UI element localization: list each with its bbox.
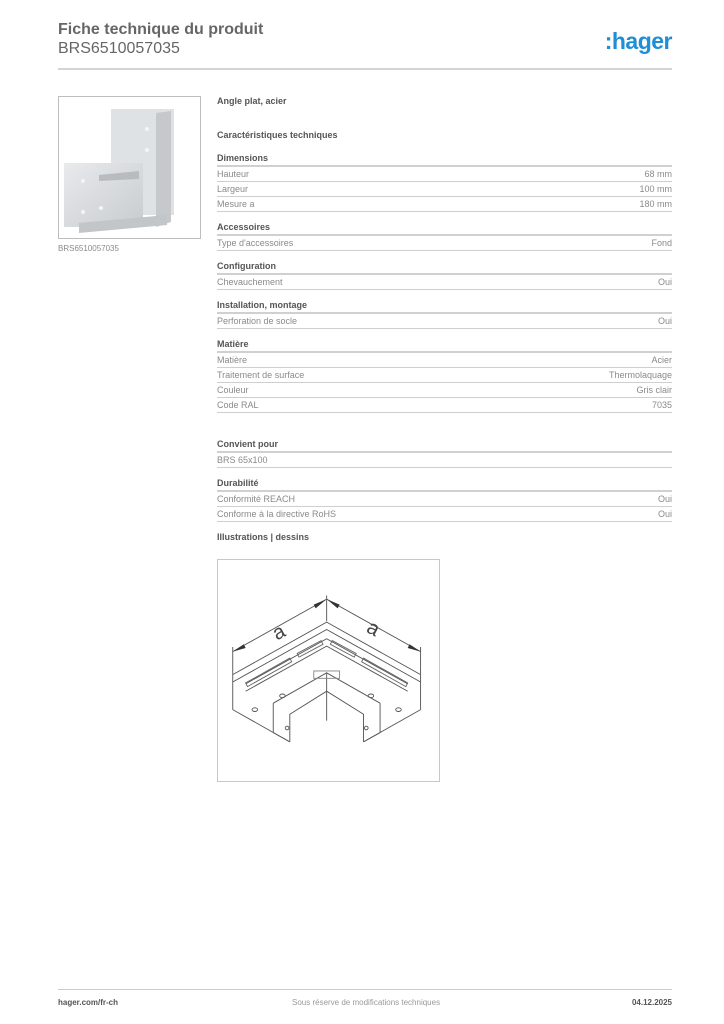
product-photo [58, 96, 201, 239]
document-date: 04.12.2025 [631, 998, 672, 1007]
spec-label: Perforation de socle [217, 316, 298, 326]
group-durabilite [217, 477, 672, 522]
dimension-label-a-right: a [362, 616, 384, 642]
spec-row [217, 167, 672, 182]
group-title: Convient pour [217, 438, 672, 453]
product-photo-image [59, 97, 200, 238]
spec-value: 7035 [651, 400, 672, 410]
group-title: Dimensions [217, 152, 672, 167]
spec-row [217, 236, 672, 251]
group-title: Accessoires [217, 221, 672, 236]
spec-label: Conformité REACH [217, 494, 296, 504]
page-header [58, 20, 672, 70]
spec-row [217, 353, 672, 368]
hager-logo: :hager [604, 28, 672, 54]
specs-title: Caractéristiques techniques [217, 130, 338, 140]
spec-row [217, 368, 672, 383]
spec-label: Matière [217, 355, 248, 365]
spec-label: Couleur [217, 385, 249, 395]
group-convient [217, 438, 672, 468]
group-installation [217, 299, 672, 329]
spec-label: Chevauchement [217, 277, 283, 287]
disclaimer: Sous réserve de modifications techniques [292, 998, 441, 1007]
dimension-label-a-left: a [268, 620, 290, 645]
spec-label: Mesure a [217, 199, 255, 209]
spec-label: Hauteur [217, 169, 250, 179]
angle-drawing-image [218, 560, 439, 781]
spec-row [217, 275, 672, 290]
header-divider [58, 68, 672, 70]
spec-row [217, 197, 672, 212]
spec-value: Thermolaquage [608, 370, 672, 380]
group-configuration [217, 260, 672, 290]
spec-value: Fond [651, 238, 672, 248]
group-title: Matière [217, 338, 672, 353]
spec-row [217, 453, 672, 468]
spec-label: Largeur [217, 184, 249, 194]
footer-divider [58, 989, 672, 990]
spec-row [217, 182, 672, 197]
product-reference: BRS6510057035 [58, 40, 180, 57]
spec-label: Type d'accessoires [217, 238, 294, 248]
group-dimensions [217, 152, 672, 212]
spec-label: Conforme à la directive RoHS [217, 509, 337, 519]
spec-value: 68 mm [644, 169, 672, 179]
spec-row [217, 383, 672, 398]
spec-row [217, 398, 672, 413]
spec-row [217, 507, 672, 522]
group-matiere [217, 338, 672, 413]
group-title: Configuration [217, 260, 672, 275]
website-link[interactable]: hager.com/fr-ch [58, 998, 119, 1007]
spec-value: Gris clair [636, 385, 672, 395]
spec-value: Acier [651, 355, 672, 365]
illustrations-title: Illustrations | dessins [217, 532, 310, 542]
spec-label: Code RAL [217, 400, 259, 410]
page-title: Fiche technique du produit [58, 21, 264, 38]
photo-caption: BRS6510057035 [58, 244, 119, 253]
spec-label: BRS 65x100 [217, 455, 268, 465]
spec-row [217, 492, 672, 507]
spec-row [217, 314, 672, 329]
spec-value: 180 mm [639, 199, 672, 209]
spec-value: Oui [657, 316, 672, 326]
technical-drawing [217, 559, 440, 782]
group-title: Durabilité [217, 477, 672, 492]
product-name: Angle plat, acier [217, 96, 287, 106]
spec-value: Oui [657, 494, 672, 504]
spec-label: Traitement de surface [217, 370, 305, 380]
group-accessoires [217, 221, 672, 251]
spec-value: Oui [657, 277, 672, 287]
specs-panel [217, 94, 672, 544]
group-title: Installation, montage [217, 299, 672, 314]
spec-value: Oui [657, 509, 672, 519]
spec-value: 100 mm [639, 184, 672, 194]
